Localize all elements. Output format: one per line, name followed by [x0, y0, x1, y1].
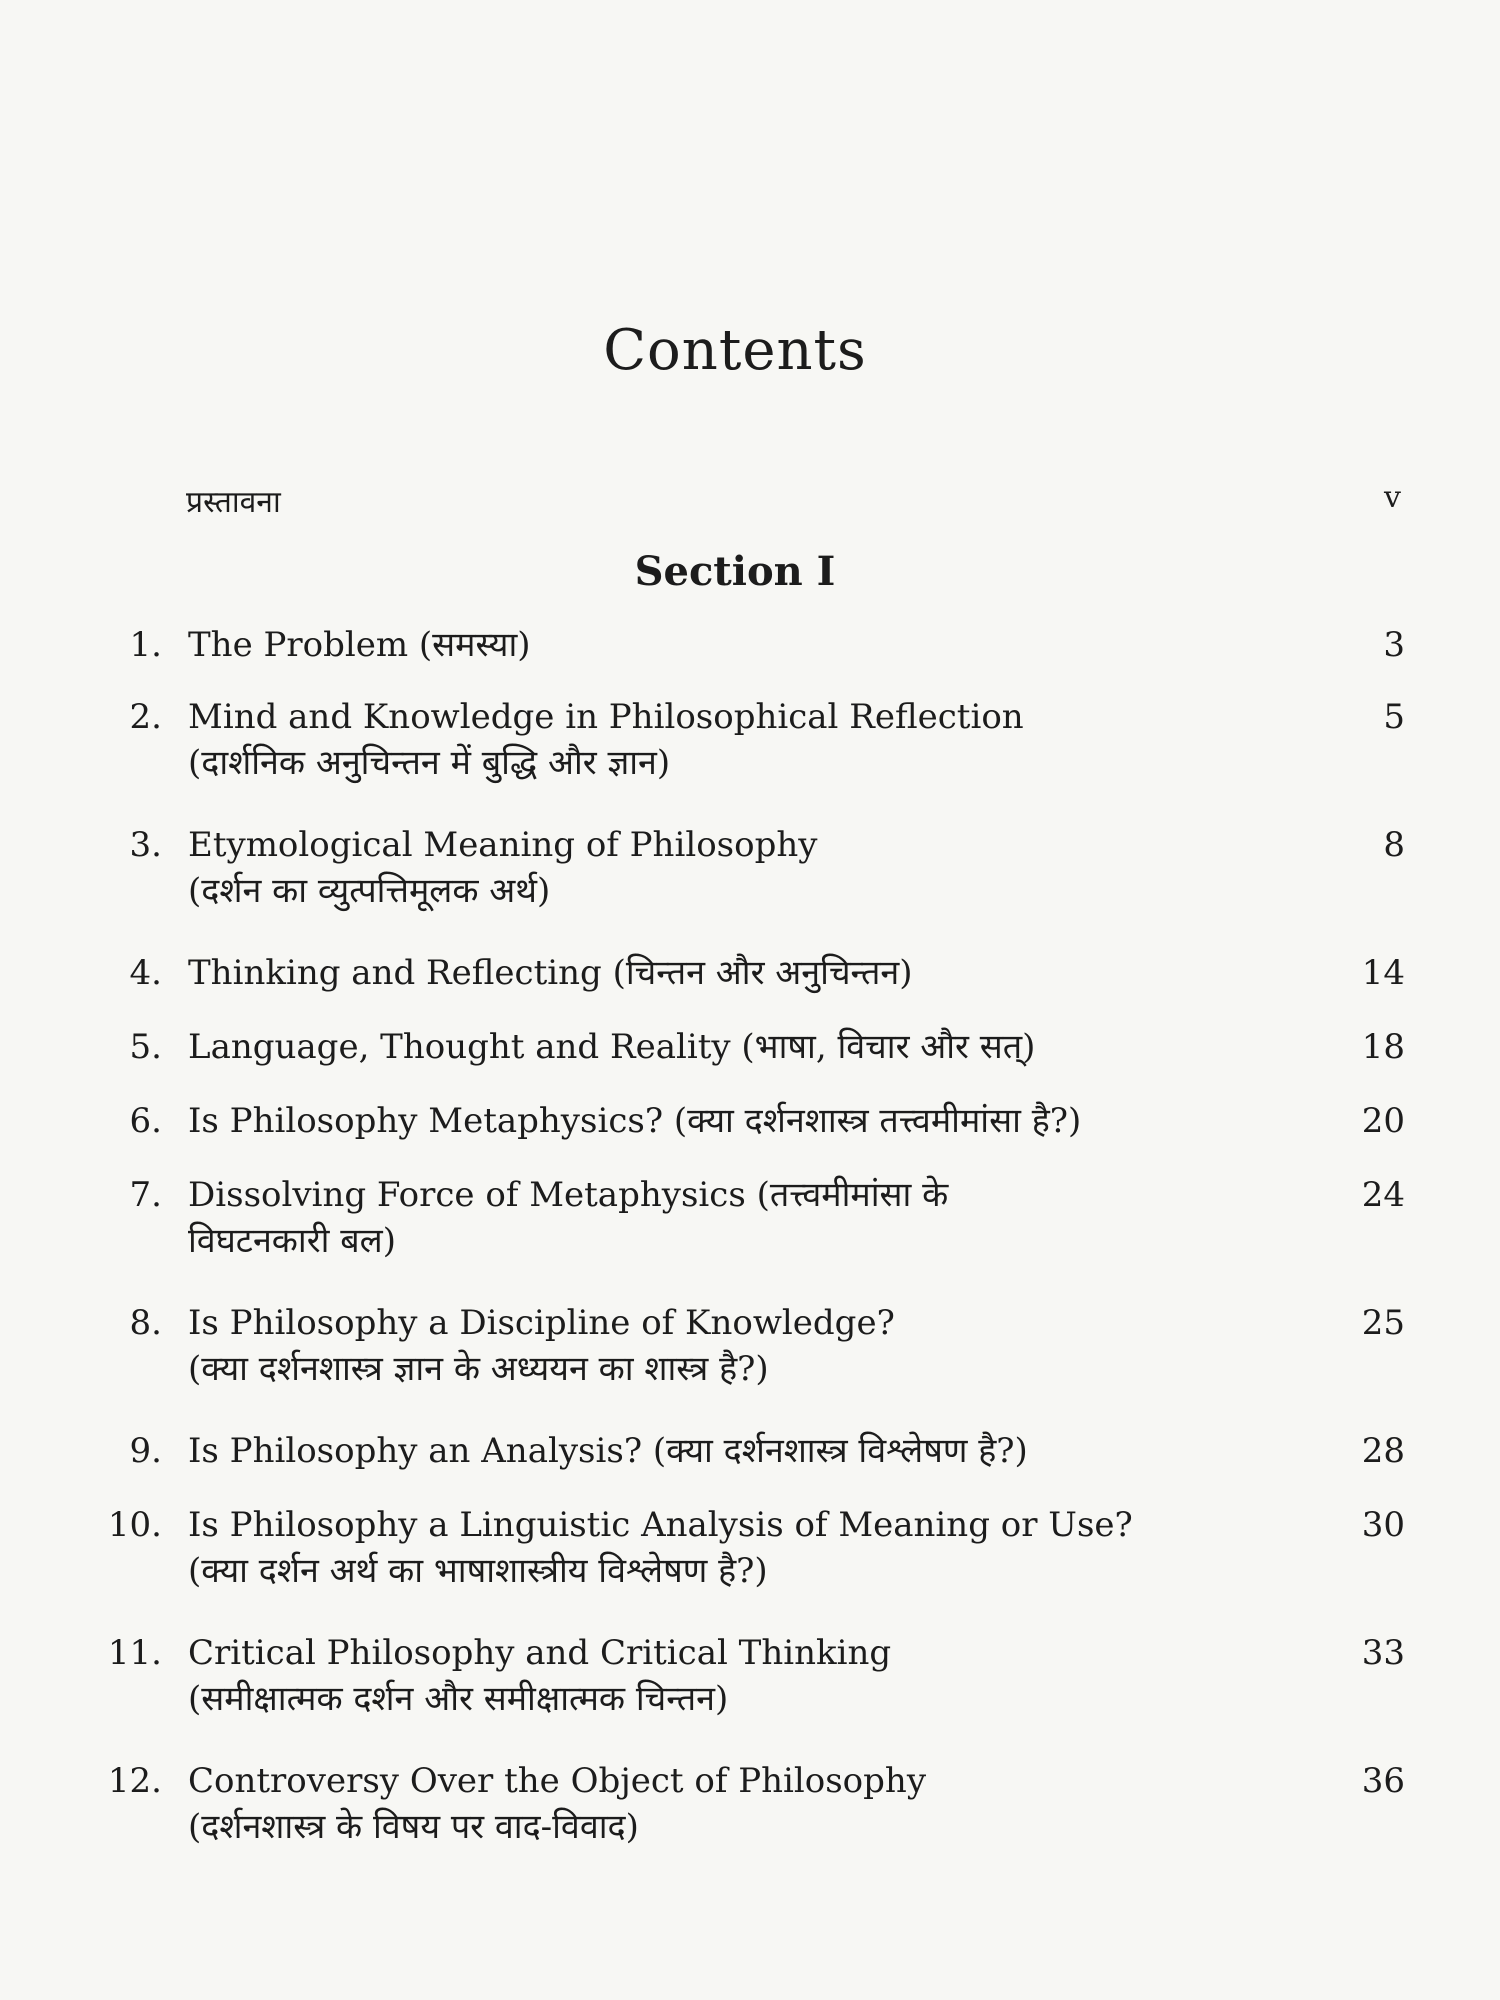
toc-entry-title: Dissolving Force of Metaphysics (तत्त्वमीमांसा के	[188, 1175, 949, 1215]
toc-entry-page: 30	[1361, 1505, 1405, 1545]
toc-entry-subtitle: (दर्शनशास्त्र के विषय पर वाद-विवाद)	[188, 1807, 639, 1847]
toc-entry-title: Is Philosophy an Analysis? (क्या दर्शनशास्त्र विश्लेषण है?)	[188, 1431, 1028, 1471]
toc-list	[90, 622, 1405, 1850]
toc-entry-title: Thinking and Reflecting (चिन्तन और अनुचिन्तन)	[188, 953, 913, 993]
toc-entry-subtitle: (क्या दर्शनशास्त्र ज्ञान के अध्ययन का शास्त्र है?)	[188, 1349, 769, 1389]
toc-entry	[90, 822, 1405, 914]
toc-entry	[90, 1300, 1405, 1392]
toc-entry-title: Mind and Knowledge in Philosophical Reflection	[188, 697, 1024, 737]
toc-entry-title: The Problem (समस्या)	[188, 625, 531, 665]
toc-entry-number: 7.	[129, 1175, 162, 1215]
toc-entry-title: Etymological Meaning of Philosophy	[188, 825, 818, 865]
toc-entry-page: 20	[1361, 1101, 1405, 1141]
toc-entry	[90, 1428, 1405, 1474]
toc-entry-page: 36	[1361, 1761, 1405, 1801]
toc-entry-page: 24	[1361, 1175, 1405, 1215]
toc-entry	[90, 1172, 1405, 1264]
toc-entry-subtitle: (क्या दर्शन अर्थ का भाषाशास्त्रीय विश्लेषण है?)	[188, 1551, 768, 1591]
toc-entry	[90, 1098, 1405, 1144]
toc-entry-page: 33	[1361, 1633, 1405, 1673]
toc-entry-page: 3	[1383, 625, 1405, 665]
preface-label: प्रस्तावना	[186, 485, 281, 520]
toc-entry	[90, 950, 1405, 996]
toc-entry-title: Is Philosophy Metaphysics? (क्या दर्शनशास्त्र तत्त्वमीमांसा है?)	[188, 1101, 1082, 1141]
toc-entry-number: 9.	[129, 1431, 162, 1471]
toc-entry-title: Language, Thought and Reality (भाषा, विचार और सत्)	[188, 1027, 1036, 1067]
toc-entry-page: 5	[1383, 697, 1405, 737]
toc-entry	[90, 1502, 1405, 1594]
preface-entry	[186, 480, 1401, 521]
toc-entry-number: 6.	[129, 1101, 162, 1141]
toc-entry	[90, 694, 1405, 786]
toc-entry-title: Controversy Over the Object of Philosophy	[188, 1761, 927, 1801]
toc-entry	[90, 1758, 1405, 1850]
toc-entry	[90, 1630, 1405, 1722]
toc-entry-subtitle: (समीक्षात्मक दर्शन और समीक्षात्मक चिन्तन)	[188, 1679, 729, 1719]
toc-entry-number: 2.	[129, 697, 162, 737]
toc-entry-page: 25	[1361, 1303, 1405, 1343]
toc-entry-number: 5.	[129, 1027, 162, 1067]
toc-entry-number: 1.	[129, 625, 162, 665]
page-title: Contents	[603, 318, 867, 383]
toc-entry-page: 8	[1383, 825, 1405, 865]
preface-page-number: v	[1384, 480, 1401, 515]
toc-entry-subtitle: (दर्शन का व्युत्पत्तिमूलक अर्थ)	[188, 871, 551, 911]
section-heading: Section I	[634, 548, 836, 595]
toc-entry-title: Is Philosophy a Linguistic Analysis of Meaning or Use?	[188, 1505, 1133, 1545]
toc-entry	[90, 1024, 1405, 1070]
toc-entry-number: 3.	[129, 825, 162, 865]
toc-entry-page: 14	[1361, 953, 1405, 993]
toc-entry-title: Is Philosophy a Discipline of Knowledge?	[188, 1303, 895, 1343]
toc-entry-number: 10.	[107, 1505, 162, 1545]
toc-entry-page: 18	[1361, 1027, 1405, 1067]
toc-entry-number: 11.	[107, 1633, 162, 1673]
toc-entry-subtitle: विघटनकारी बल)	[188, 1221, 396, 1261]
toc-entry-page: 28	[1361, 1431, 1405, 1471]
toc-entry-number: 8.	[129, 1303, 162, 1343]
toc-entry-number: 4.	[129, 953, 162, 993]
toc-entry-number: 12.	[107, 1761, 162, 1801]
toc-entry-title: Critical Philosophy and Critical Thinking	[188, 1633, 892, 1673]
toc-entry	[90, 622, 1405, 668]
toc-entry-subtitle: (दार्शनिक अनुचिन्तन में बुद्धि और ज्ञान)	[188, 743, 671, 783]
